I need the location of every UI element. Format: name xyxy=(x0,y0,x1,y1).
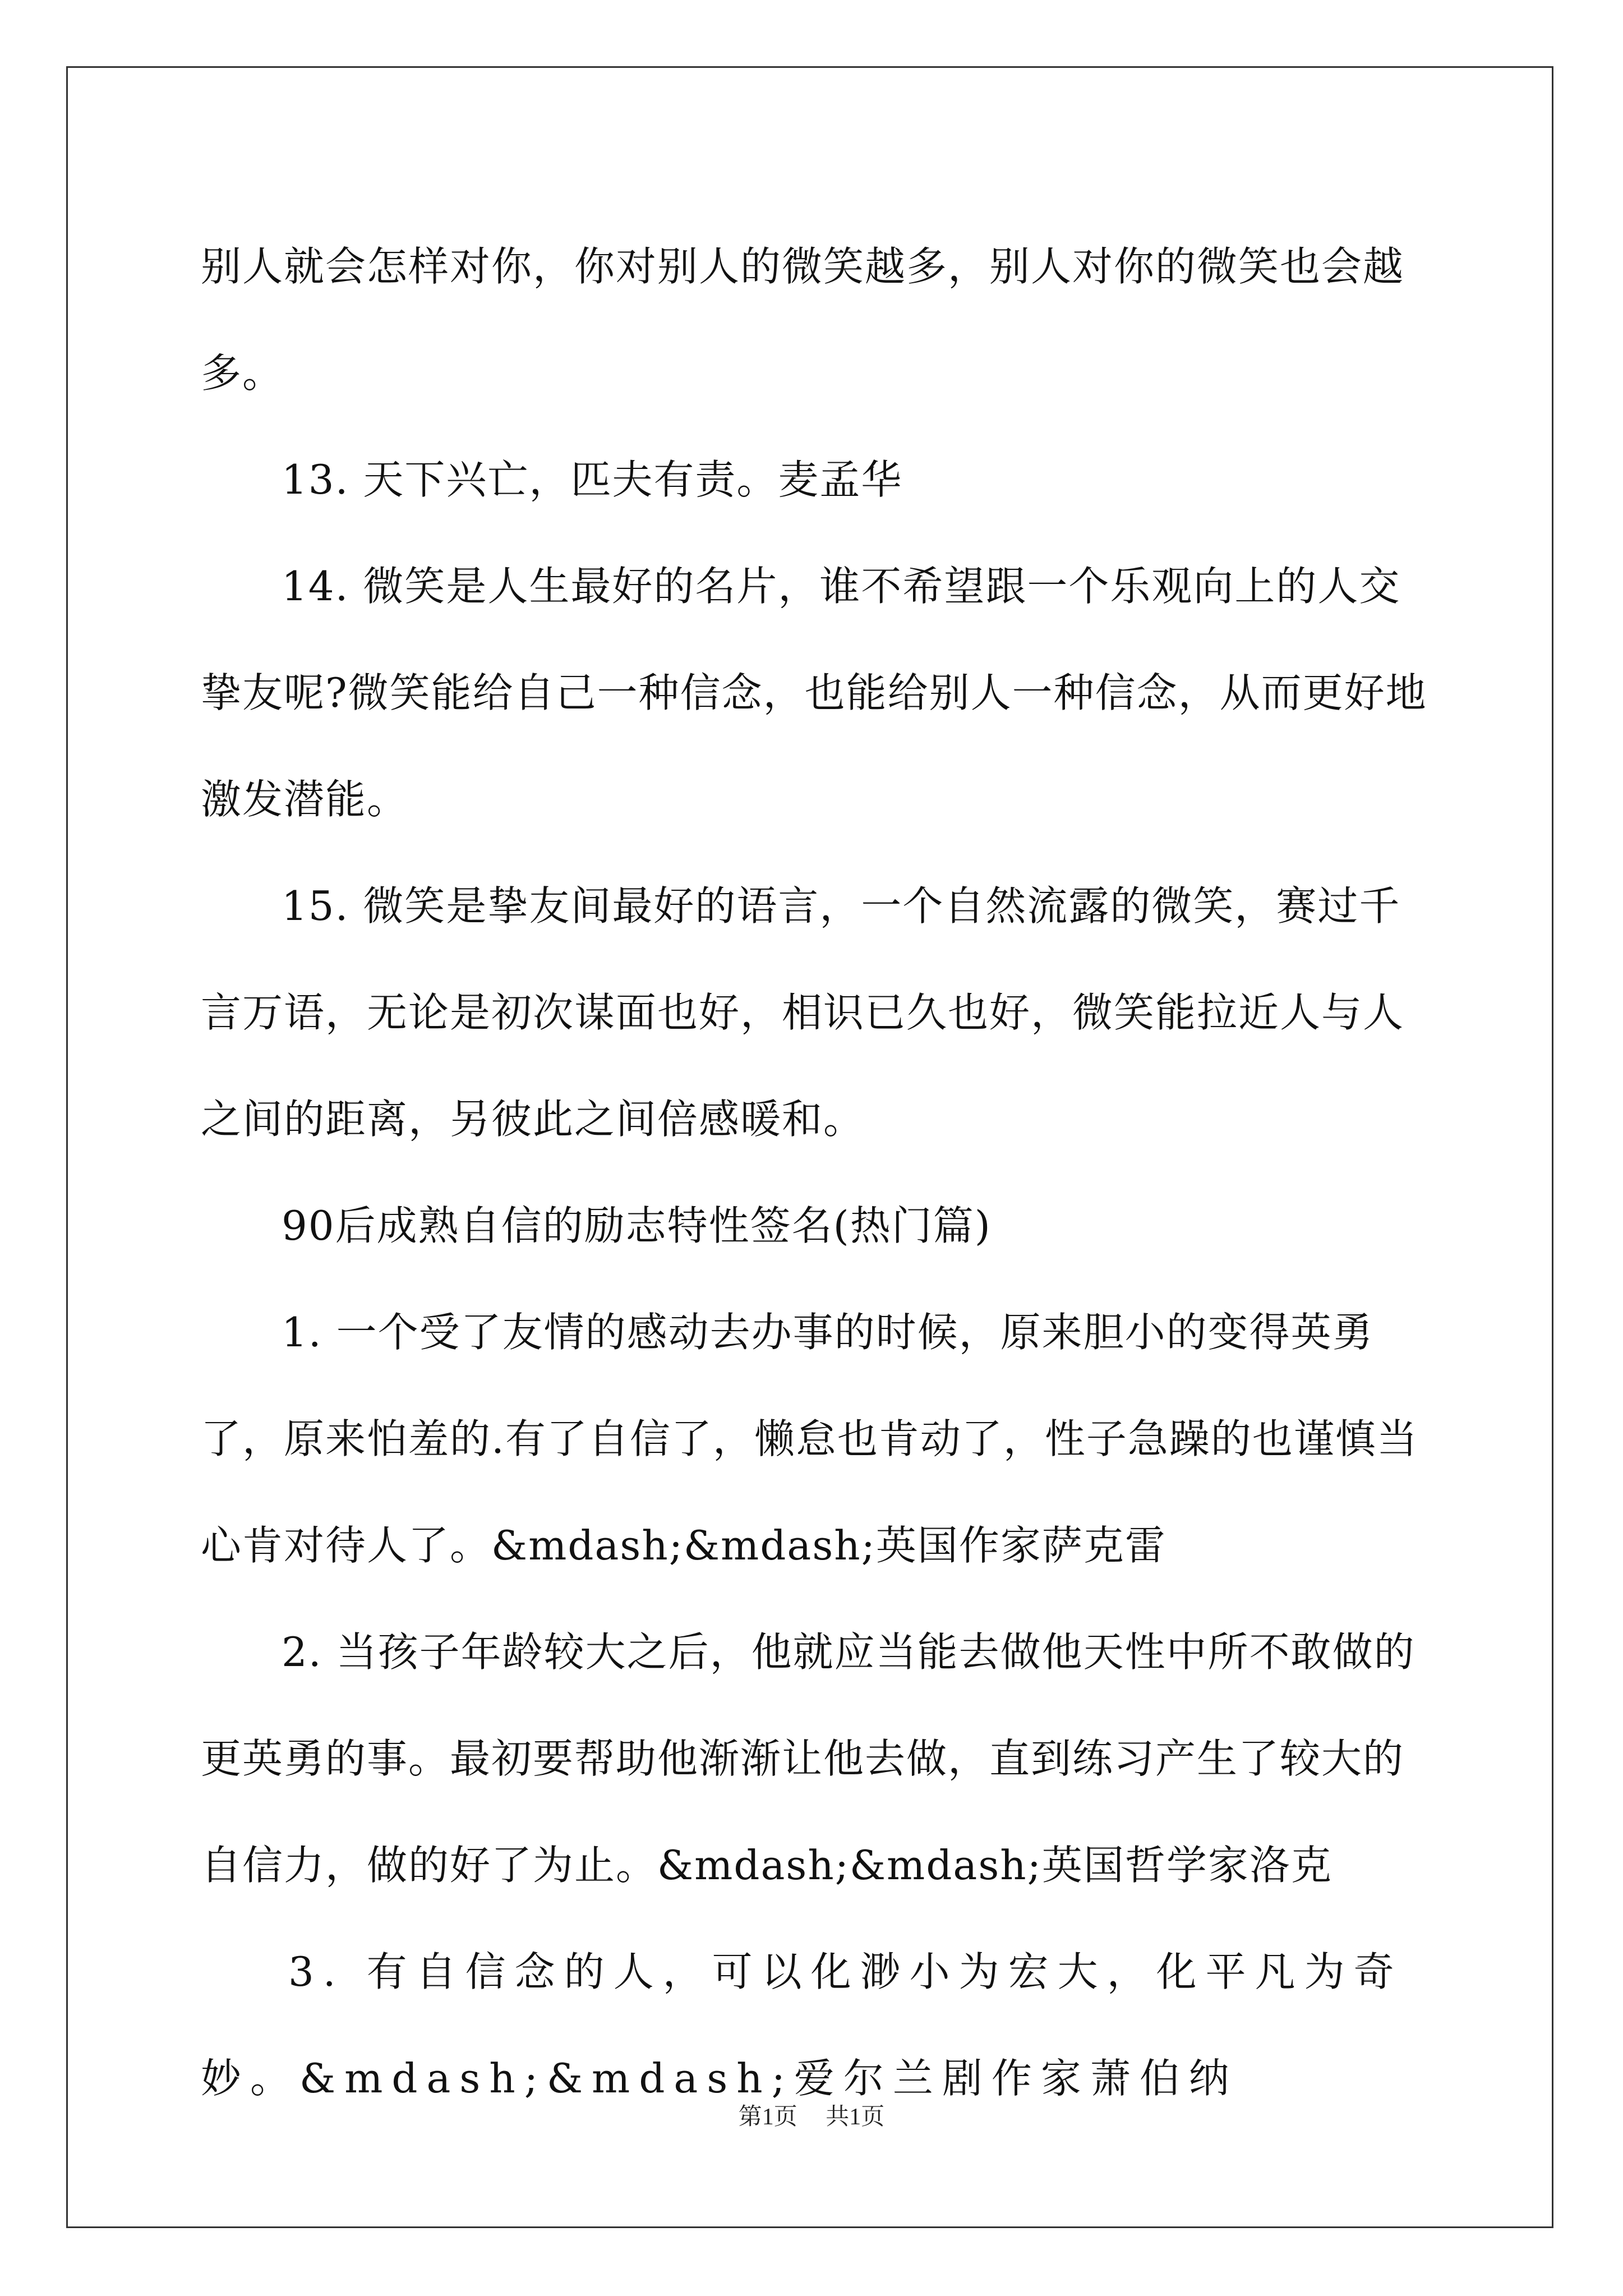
paragraph-4: 15. 微笑是挚友间最好的语言，一个自然流露的微笑，赛过千言万语，无论是初次谋面也好，相识已久也好，微笑能拉近人与人之间的距离，另彼此之间倍感暖和。 xyxy=(201,882,1405,1143)
page-number: 第1页 xyxy=(738,2104,797,2130)
paragraph-1: 别人就会怎样对你，你对别人的微笑越多，别人对你的微笑也会越多。 xyxy=(201,243,1405,397)
paragraph-7: 3. 有自信念的人，可以化渺小为宏大，化平凡为奇妙。&mdash;&mdash;爱尔兰剧作家萧伯纳 xyxy=(201,1948,1403,2102)
paragraph-3: 14. 微笑是人生最好的名片，谁不希望跟一个乐观向上的人交挚友呢?微笑能给自己一种信念，也能给别人一种信念，从而更好地激发潜能。 xyxy=(201,563,1427,823)
paragraph-6: 2. 当孩子年龄较大之后，他就应当能去做他天性中所不敢做的更英勇的事。最初要帮助他渐渐让他去做，直到练习产生了较大的自信力，做的好了为止。&mdash;&mdash;英国哲学家洛克 xyxy=(201,1628,1415,1889)
document-body xyxy=(201,213,1429,2132)
paragraph-2: 13. 天下兴亡，匹夫有责。麦孟华 xyxy=(282,456,903,503)
section-heading: 90后成熟自信的励志特性签名(热门篇) xyxy=(282,1202,992,1249)
page-total: 共1页 xyxy=(826,2104,885,2130)
paragraph-5: 1. 一个受了友情的感动去办事的时候，原来胆小的变得英勇了，原来怕羞的.有了自信了，懒怠也肯动了，性子急躁的也谨慎当心肯对待人了。&mdash;&mdash;英国作家萨克雷 xyxy=(201,1309,1418,1569)
page-footer xyxy=(0,2098,1623,2132)
